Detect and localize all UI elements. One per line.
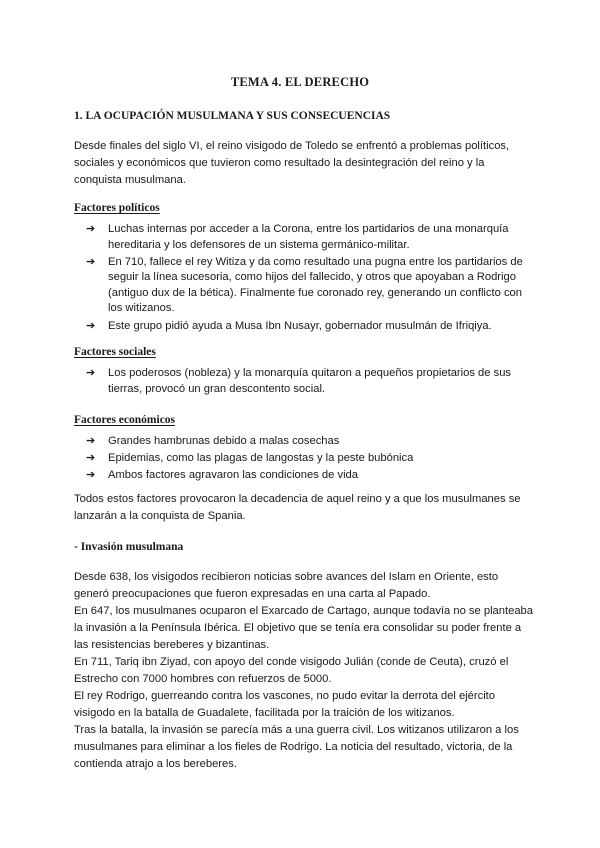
economicos-heading: Factores económicos [74, 414, 176, 426]
arrow-right-icon: ➔ [86, 319, 96, 332]
arrow-right-icon: ➔ [86, 435, 96, 447]
invasion-paragraph-1: Desde 638, los visigodos recibieron noticias sobre avances del Islam en Oriente, esto generó preocupaciones que fueron expresadas en una carta al Papado. [74, 571, 499, 601]
page-title: TEMA 4. EL DERECHO [230, 75, 370, 89]
arrow-right-icon: ➔ [86, 223, 96, 235]
invasion-paragraph-2: En 647, los musulmanes ocuparon el Exarcado de Cartago, aunque todavía no se planteaba la invasión a la Península Ibérica. El objetivo que se tenía era consolidar su poder frente a las resistencias bereberes y bizantinas. [74, 605, 533, 652]
invasion-heading: - Invasión musulmana [74, 541, 184, 553]
politicos-list [86, 222, 536, 336]
list-item: ➔ Ambos factores agravaron las condiciones de vida [86, 468, 536, 484]
arrow-right-icon: ➔ [86, 469, 96, 482]
section-heading: 1. LA OCUPACIÓN MUSULMANA Y SUS CONSECUENCIAS [74, 110, 391, 122]
arrow-right-icon: ➔ [86, 367, 96, 379]
sociales-heading: Factores sociales [74, 346, 156, 358]
economicos-list [86, 434, 536, 485]
sociales-list [86, 366, 536, 399]
invasion-paragraph-4: El rey Rodrigo, guerreando contra los vascones, no pudo evitar la derrota del ejército visigodo en la batalla de Guadalete, facilitada por la traición de los witizanos. [74, 690, 496, 720]
arrow-right-icon: ➔ [86, 452, 96, 465]
arrow-right-icon: ➔ [86, 255, 96, 268]
politicos-heading: Factores políticos [74, 202, 160, 214]
list-item: ➔ Grandes hambrunas debido a malas cosechas [86, 434, 536, 450]
list-item: ➔ Los poderosos (nobleza) y la monarquía quitaron a pequeños propietarios de sus tierras, provocó un gran descontento social. [86, 367, 512, 395]
list-item: ➔ Epidemias, como las plagas de langostas y la peste bubónica [86, 451, 536, 467]
list-item: ➔ Luchas internas por acceder a la Corona, entre los partidarios de una monarquía hereditaria y los defensores de un sistema germánico-militar. [86, 223, 509, 251]
conclusion-paragraph: Todos estos factores provocaron la decadencia de aquel reino y a que los musulmanes se lanzarán a la conquista de Spania. [74, 493, 521, 523]
invasion-paragraph-3: En 711, Tariq ibn Ziyad, con apoyo del conde visigodo Julián (conde de Ceuta), cruzó el Estrecho con 7000 hombres con refuerzos de 5000. [74, 656, 509, 686]
list-item: ➔ En 710, fallece el rey Witiza y da como resultado una pugna entre los partidarios de seguir la línea sucesoria, como hijos del fallecido, y otros que apoyaban a Rodrigo (antiguo dux de la bética). Finalmente fue coronado rey, generando un conflicto con los witizanos. [86, 255, 523, 315]
list-item: ➔ Este grupo pidió ayuda a Musa Ibn Nusayr, gobernador musulmán de Ifriqiya. [86, 319, 536, 335]
invasion-paragraph-5: Tras la batalla, la invasión se parecía más a una guerra civil. Los witizanos utilizaron a los musulmanes para eliminar a los fieles de Rodrigo. La noticia del resultado, victoria, de la contienda atrajo a los bereberes. [74, 724, 519, 771]
intro-paragraph: Desde finales del siglo VI, el reino visigodo de Toledo se enfrentó a problemas políticos, sociales y económicos que tuvieron como resultado la desintegración del reino y la conquista musulmana. [74, 140, 510, 187]
